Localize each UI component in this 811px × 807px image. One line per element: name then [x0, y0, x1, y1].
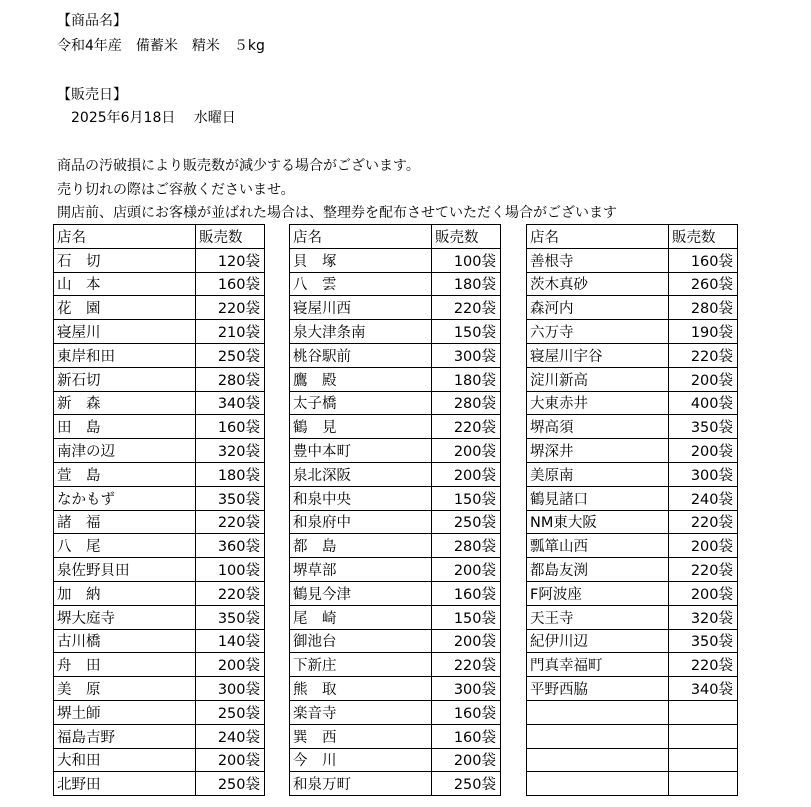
sales-qty-cell: 160袋: [196, 415, 265, 439]
sales-qty-cell: 120袋: [196, 248, 265, 272]
sales-qty-cell: 160袋: [432, 581, 501, 605]
sales-qty-cell: 220袋: [669, 510, 738, 534]
sales-qty-cell: 160袋: [669, 248, 738, 272]
store-name-cell: [527, 772, 669, 796]
store-name-cell: 北野田: [54, 772, 196, 796]
sales-qty-cell: [669, 724, 738, 748]
store-name-cell: 舟 田: [54, 653, 196, 677]
qty-column-header: 販売数: [432, 225, 501, 249]
store-name-cell: 和泉中央: [290, 486, 432, 510]
table-row: [290, 320, 501, 344]
table-row: [527, 724, 738, 748]
store-name-cell: 大和田: [54, 748, 196, 772]
table-row: [54, 629, 265, 653]
sales-qty-cell: 340袋: [196, 391, 265, 415]
table-row: [54, 748, 265, 772]
table-row: [290, 534, 501, 558]
sales-qty-cell: 220袋: [669, 343, 738, 367]
store-name-cell: 尾 崎: [290, 605, 432, 629]
sales-qty-cell: 240袋: [196, 724, 265, 748]
store-name-cell: 加 納: [54, 581, 196, 605]
store-name-cell: 八 尾: [54, 534, 196, 558]
store-name-cell: 堺大庭寺: [54, 605, 196, 629]
store-name-cell: 太子橋: [290, 391, 432, 415]
sales-qty-cell: 250袋: [432, 772, 501, 796]
store-name-cell: 寝屋川: [54, 320, 196, 344]
store-name-cell: 東岸和田: [54, 343, 196, 367]
sales-qty-cell: 220袋: [669, 653, 738, 677]
table-row: [290, 700, 501, 724]
store-name-cell: 寝屋川宇谷: [527, 343, 669, 367]
store-name-cell: 豊中本町: [290, 439, 432, 463]
table-row: [527, 391, 738, 415]
sales-qty-cell: 220袋: [669, 558, 738, 582]
store-name-cell: 堺深井: [527, 439, 669, 463]
store-name-cell: 南津の辺: [54, 439, 196, 463]
table-row: [54, 462, 265, 486]
store-column-header: 店名: [54, 225, 196, 249]
sales-qty-cell: 220袋: [196, 296, 265, 320]
table-row: [290, 605, 501, 629]
sales-qty-cell: 340袋: [669, 677, 738, 701]
store-name-cell: 門真幸福町: [527, 653, 669, 677]
sales-qty-cell: 320袋: [196, 439, 265, 463]
table-row: [527, 462, 738, 486]
sales-qty-cell: 210袋: [196, 320, 265, 344]
table-row: [290, 415, 501, 439]
sales-qty-cell: [669, 700, 738, 724]
sale-date: 2025年6月18日 水曜日: [57, 110, 236, 126]
table-row: [290, 677, 501, 701]
table-row: [527, 772, 738, 796]
table-row: [527, 367, 738, 391]
store-name-cell: 平野西脇: [527, 677, 669, 701]
table-row: [527, 439, 738, 463]
sales-qty-cell: 280袋: [669, 296, 738, 320]
sales-qty-cell: 360袋: [196, 534, 265, 558]
table-row: [290, 629, 501, 653]
table-row: [527, 581, 738, 605]
store-name-cell: 今 川: [290, 748, 432, 772]
table-row: [527, 415, 738, 439]
table-row: [527, 700, 738, 724]
store-name-cell: 大東赤井: [527, 391, 669, 415]
sales-qty-cell: 350袋: [669, 415, 738, 439]
product-heading: 【商品名】: [57, 13, 127, 29]
store-name-cell: 紀伊川辺: [527, 629, 669, 653]
table-row: [527, 510, 738, 534]
sales-qty-cell: [669, 772, 738, 796]
table-row: [527, 272, 738, 296]
qty-column-header: 販売数: [196, 225, 265, 249]
sales-qty-cell: 350袋: [196, 605, 265, 629]
sales-qty-cell: 260袋: [669, 272, 738, 296]
sales-qty-cell: 150袋: [432, 486, 501, 510]
table-row: [54, 343, 265, 367]
sales-qty-cell: 100袋: [196, 558, 265, 582]
table-row: [527, 486, 738, 510]
table-row: [527, 558, 738, 582]
table-row: [527, 296, 738, 320]
store-name-cell: 巽 西: [290, 724, 432, 748]
table-row: [290, 772, 501, 796]
sales-qty-cell: [669, 748, 738, 772]
store-name-cell: 和泉府中: [290, 510, 432, 534]
store-name-cell: 寝屋川西: [290, 296, 432, 320]
sales-qty-cell: 220袋: [196, 510, 265, 534]
store-name-cell: 萱 島: [54, 462, 196, 486]
store-name-cell: 和泉万町: [290, 772, 432, 796]
table-row: [527, 534, 738, 558]
table-row: [290, 343, 501, 367]
store-name-cell: 下新庄: [290, 653, 432, 677]
table-row: [54, 558, 265, 582]
table-row: [54, 510, 265, 534]
store-name-cell: 楽音寺: [290, 700, 432, 724]
store-name-cell: 泉佐野貝田: [54, 558, 196, 582]
store-name-cell: 瓢箪山西: [527, 534, 669, 558]
sales-qty-cell: 140袋: [196, 629, 265, 653]
table-row: [290, 724, 501, 748]
store-table-1: [53, 224, 265, 796]
table-row: [290, 272, 501, 296]
table-row: [290, 296, 501, 320]
sales-qty-cell: 220袋: [432, 415, 501, 439]
table-row: [54, 415, 265, 439]
store-name-cell: 御池台: [290, 629, 432, 653]
sales-qty-cell: 240袋: [669, 486, 738, 510]
sales-qty-cell: 220袋: [196, 581, 265, 605]
store-name-cell: 堺高須: [527, 415, 669, 439]
sales-qty-cell: 350袋: [669, 629, 738, 653]
store-name-cell: 八 雲: [290, 272, 432, 296]
sales-qty-cell: 200袋: [196, 748, 265, 772]
table-row: [290, 558, 501, 582]
sales-qty-cell: 200袋: [432, 748, 501, 772]
store-name-cell: 堺草部: [290, 558, 432, 582]
store-name-cell: なかもず: [54, 486, 196, 510]
store-name-cell: 古川橋: [54, 629, 196, 653]
table-row: [54, 320, 265, 344]
table-row: [527, 343, 738, 367]
sales-qty-cell: 280袋: [196, 367, 265, 391]
table-row: [527, 320, 738, 344]
sales-qty-cell: 250袋: [196, 772, 265, 796]
note-damage: 商品の汚破損により販売数が減少する場合がございます。: [57, 158, 420, 174]
table-header-row: [290, 225, 501, 249]
store-name-cell: [527, 700, 669, 724]
table-row: [54, 296, 265, 320]
store-name-cell: 桃谷駅前: [290, 343, 432, 367]
store-name-cell: 天王寺: [527, 605, 669, 629]
store-name-cell: 鶴見諸口: [527, 486, 669, 510]
table-row: [54, 677, 265, 701]
store-name-cell: [527, 748, 669, 772]
store-name-cell: 新 森: [54, 391, 196, 415]
table-row: [527, 629, 738, 653]
store-name-cell: 新石切: [54, 367, 196, 391]
product-name: 令和4年産 備蓄米 精米 ５kg: [57, 38, 265, 54]
sales-qty-cell: 220袋: [432, 653, 501, 677]
store-name-cell: 美原南: [527, 462, 669, 486]
table-row: [54, 486, 265, 510]
note-ticket: 開店前、店頭にお客様が並ばれた場合は、整理券を配布させていただく場合がございます: [57, 205, 617, 221]
sales-qty-cell: 200袋: [669, 534, 738, 558]
store-name-cell: 淀川新高: [527, 367, 669, 391]
sales-qty-cell: 200袋: [196, 653, 265, 677]
store-name-cell: 善根寺: [527, 248, 669, 272]
store-column-header: 店名: [527, 225, 669, 249]
sales-qty-cell: 250袋: [432, 510, 501, 534]
sales-qty-cell: 250袋: [196, 700, 265, 724]
table-row: [290, 581, 501, 605]
store-name-cell: 鶴見今津: [290, 581, 432, 605]
store-name-cell: 鷹 殿: [290, 367, 432, 391]
table-row: [290, 653, 501, 677]
store-table-3: [526, 224, 738, 796]
store-name-cell: 都 島: [290, 534, 432, 558]
sales-qty-cell: 280袋: [432, 534, 501, 558]
sales-qty-cell: 320袋: [669, 605, 738, 629]
sales-qty-cell: 280袋: [432, 391, 501, 415]
table-row: [54, 653, 265, 677]
sales-qty-cell: 200袋: [432, 558, 501, 582]
sales-qty-cell: 350袋: [196, 486, 265, 510]
store-name-cell: 六万寺: [527, 320, 669, 344]
table-row: [290, 510, 501, 534]
table-row: [527, 677, 738, 701]
sales-qty-cell: 150袋: [432, 605, 501, 629]
sales-qty-cell: 180袋: [432, 272, 501, 296]
sales-qty-cell: 300袋: [432, 677, 501, 701]
table-row: [54, 248, 265, 272]
store-name-cell: NM東大阪: [527, 510, 669, 534]
sales-qty-cell: 200袋: [432, 629, 501, 653]
store-name-cell: 美 原: [54, 677, 196, 701]
sales-qty-cell: 150袋: [432, 320, 501, 344]
sales-qty-cell: 300袋: [432, 343, 501, 367]
store-name-cell: 泉大津条南: [290, 320, 432, 344]
table-row: [54, 534, 265, 558]
sales-qty-cell: 300袋: [196, 677, 265, 701]
store-name-cell: [527, 724, 669, 748]
store-name-cell: 山 本: [54, 272, 196, 296]
sales-qty-cell: 160袋: [196, 272, 265, 296]
store-name-cell: 茨木真砂: [527, 272, 669, 296]
sales-qty-cell: 200袋: [669, 439, 738, 463]
table-row: [290, 439, 501, 463]
store-name-cell: 鶴 見: [290, 415, 432, 439]
sales-qty-cell: 160袋: [432, 724, 501, 748]
table-row: [290, 462, 501, 486]
table-row: [54, 581, 265, 605]
store-name-cell: 田 島: [54, 415, 196, 439]
qty-column-header: 販売数: [669, 225, 738, 249]
store-name-cell: 堺土師: [54, 700, 196, 724]
sales-qty-cell: 200袋: [669, 581, 738, 605]
table-row: [54, 391, 265, 415]
table-row: [527, 605, 738, 629]
sales-qty-cell: 400袋: [669, 391, 738, 415]
table-row: [527, 653, 738, 677]
table-row: [290, 748, 501, 772]
store-name-cell: 都島友渕: [527, 558, 669, 582]
table-row: [54, 724, 265, 748]
table-row: [54, 439, 265, 463]
sales-qty-cell: 180袋: [432, 367, 501, 391]
sales-qty-cell: 220袋: [432, 296, 501, 320]
table-row: [290, 486, 501, 510]
store-name-cell: 貝 塚: [290, 248, 432, 272]
sale-date-heading: 【販売日】: [57, 87, 127, 103]
store-name-cell: 熊 取: [290, 677, 432, 701]
store-name-cell: 石 切: [54, 248, 196, 272]
store-name-cell: 泉北深阪: [290, 462, 432, 486]
sales-qty-cell: 300袋: [669, 462, 738, 486]
sales-qty-cell: 200袋: [669, 367, 738, 391]
sales-qty-cell: 200袋: [432, 462, 501, 486]
store-name-cell: 福島吉野: [54, 724, 196, 748]
store-name-cell: 諸 福: [54, 510, 196, 534]
store-column-header: 店名: [290, 225, 432, 249]
table-row: [290, 391, 501, 415]
sales-qty-cell: 100袋: [432, 248, 501, 272]
table-header-row: [527, 225, 738, 249]
sales-qty-cell: 190袋: [669, 320, 738, 344]
sales-qty-cell: 250袋: [196, 343, 265, 367]
sales-qty-cell: 160袋: [432, 700, 501, 724]
table-row: [54, 272, 265, 296]
table-row: [54, 700, 265, 724]
table-header-row: [54, 225, 265, 249]
note-sold-out: 売り切れの際はご容赦くださいませ。: [57, 182, 295, 198]
table-row: [54, 605, 265, 629]
store-name-cell: F阿波座: [527, 581, 669, 605]
table-row: [54, 772, 265, 796]
table-row: [290, 248, 501, 272]
store-table-2: [289, 224, 501, 796]
sales-qty-cell: 180袋: [196, 462, 265, 486]
sales-qty-cell: 200袋: [432, 439, 501, 463]
table-row: [527, 748, 738, 772]
store-name-cell: 花 園: [54, 296, 196, 320]
table-row: [527, 248, 738, 272]
store-name-cell: 森河内: [527, 296, 669, 320]
table-row: [290, 367, 501, 391]
table-row: [54, 367, 265, 391]
